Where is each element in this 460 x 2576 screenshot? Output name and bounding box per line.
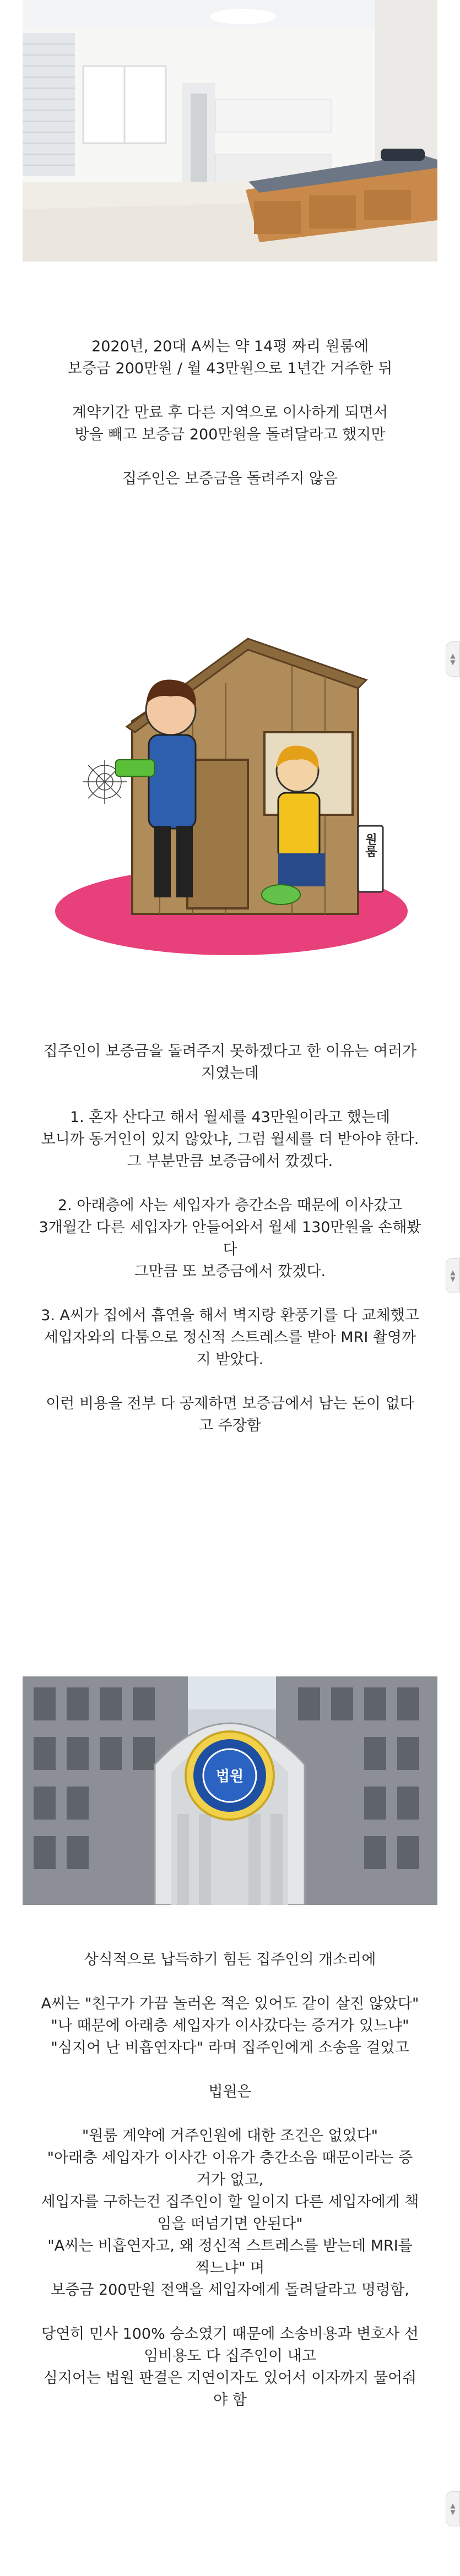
ruling-line: 심지어는 법원 판결은 지연이자도 있어서 이자까지 물어줘 [43,2370,417,2387]
reason-line [19,1371,441,1393]
scroll-handle[interactable] [446,2491,460,2526]
ruling-line: "아래층 세입자가 이사간 이유가 층간소음 때문이라는 증 [47,2149,413,2166]
intro-line: 방을 빼고 보증금 200만원을 돌려달라고 했지만 [74,426,386,443]
ruling-line: 임을 떠넘기면 안된다" [157,2215,303,2232]
ruling-line: A씨는 "친구가 가끔 놀러온 적은 있어도 같이 살진 않았다" [41,1995,419,2012]
ruling-line: 상식적으로 납득하기 힘든 집주인의 개소리에 [84,1951,376,1968]
ruling-line [19,2103,441,2125]
reason-line: 3개월간 다른 세입자가 안들어와서 월세 130만원을 손해봤 [39,1219,421,1236]
reason-line: 1. 혼자 산다고 해서 월세를 43만원이라고 했는데 [69,1109,391,1126]
room-photo [23,0,437,262]
ruling-line: "심지어 난 비흡연자다" 라며 집주인에게 소송을 걸었고 [51,2039,409,2056]
scroll-handle[interactable] [446,1258,460,1293]
ruling-line: "원룸 계약에 거주인원에 대한 조건은 없었다" [82,2127,378,2144]
chevron-up-icon: ▲ [450,1268,456,1276]
scroll-handle[interactable] [446,641,460,677]
chevron-down-icon: ▼ [450,658,456,666]
court-building-photo [23,1676,437,1905]
reason-line: 지였는데 [201,1065,259,1082]
reason-line: 세입자와의 다툼으로 정신적 스트레스를 받아 MRI 촬영까 [44,1329,416,1346]
ruling-line: 보증금 200만원 전액을 세입자에게 돌려달라고 명령함, [51,2281,409,2299]
landlord-cartoon [50,595,435,980]
ruling-line: 야 함 [213,2392,247,2409]
reason-line [19,1283,441,1305]
cartoon-sign-text: 원룸 [363,833,377,857]
reason-line: 보니까 동거인이 있지 않았냐, 그럼 월세를 더 받아야 한다. [41,1131,419,1148]
chevron-up-icon: ▲ [450,2502,456,2509]
reason-line: 2. 아래층에 사는 세입자가 층간소음 때문에 이사갔고 [58,1197,402,1214]
intro-line: 계약기간 만료 후 다른 지역으로 이사하게 되면서 [72,404,388,421]
reason-line: 그 부분만큼 보증금에서 깠겠다. [127,1153,333,1170]
ruling-line: 찍느냐" 며 [195,2259,265,2277]
court-emblem-text: 법원 [215,1768,244,1785]
chevron-down-icon: ▼ [450,1275,456,1283]
intro-line: 집주인은 보증금을 돌려주지 않음 [122,470,338,487]
chevron-down-icon: ▼ [450,2508,456,2516]
ruling-line: 세입자를 구하는건 집주인이 할 일이지 다른 세입자에게 책 [41,2193,419,2210]
intro-line [19,380,441,402]
reason-line: 지 받았다. [196,1351,264,1368]
reason-line: 3. A씨가 집에서 흡연을 해서 벽지랑 환풍기를 다 교체했고 [41,1307,419,1324]
story-intro [19,336,441,490]
ruling-line [19,1971,441,1993]
ruling-line: 임비용도 다 집주인이 내고 [144,2348,316,2365]
chevron-up-icon: ▲ [450,652,456,660]
landlord-reasons [19,1041,441,1437]
reason-line: 이런 비용을 전부 다 공제하면 보증금에서 남는 돈이 없다 [46,1395,414,1412]
ruling-line: "나 때문에 아래층 세입자가 이사갔다는 증거가 있느냐" [51,2017,409,2034]
reason-line: 집주인이 보증금을 돌려주지 못하겠다고 한 이유는 여러가 [43,1043,417,1060]
court-ruling [19,1949,441,2411]
reason-line: 그만큼 또 보증금에서 깠겠다. [134,1263,326,1280]
ruling-line: 법원은 [208,2083,252,2100]
ruling-line [19,2059,441,2081]
intro-line: 보증금 200만원 / 월 43만원으로 1년간 거주한 뒤 [67,360,393,377]
reason-line [19,1173,441,1195]
reason-line: 다 [223,1241,237,1258]
intro-line [19,446,441,468]
ruling-line: 당연히 민사 100% 승소였기 때문에 소송비용과 변호사 선 [41,2326,419,2343]
ruling-line [19,2301,441,2323]
ruling-line: "A씨는 비흡연자고, 왜 정신적 스트레스를 받는데 MRI를 [47,2237,413,2254]
ruling-line: 거가 없고, [196,2171,264,2188]
intro-line: 2020년, 20대 A씨는 약 14평 짜리 원룸에 [91,338,369,355]
reason-line: 고 주장함 [199,1417,261,1434]
reason-line [19,1085,441,1107]
